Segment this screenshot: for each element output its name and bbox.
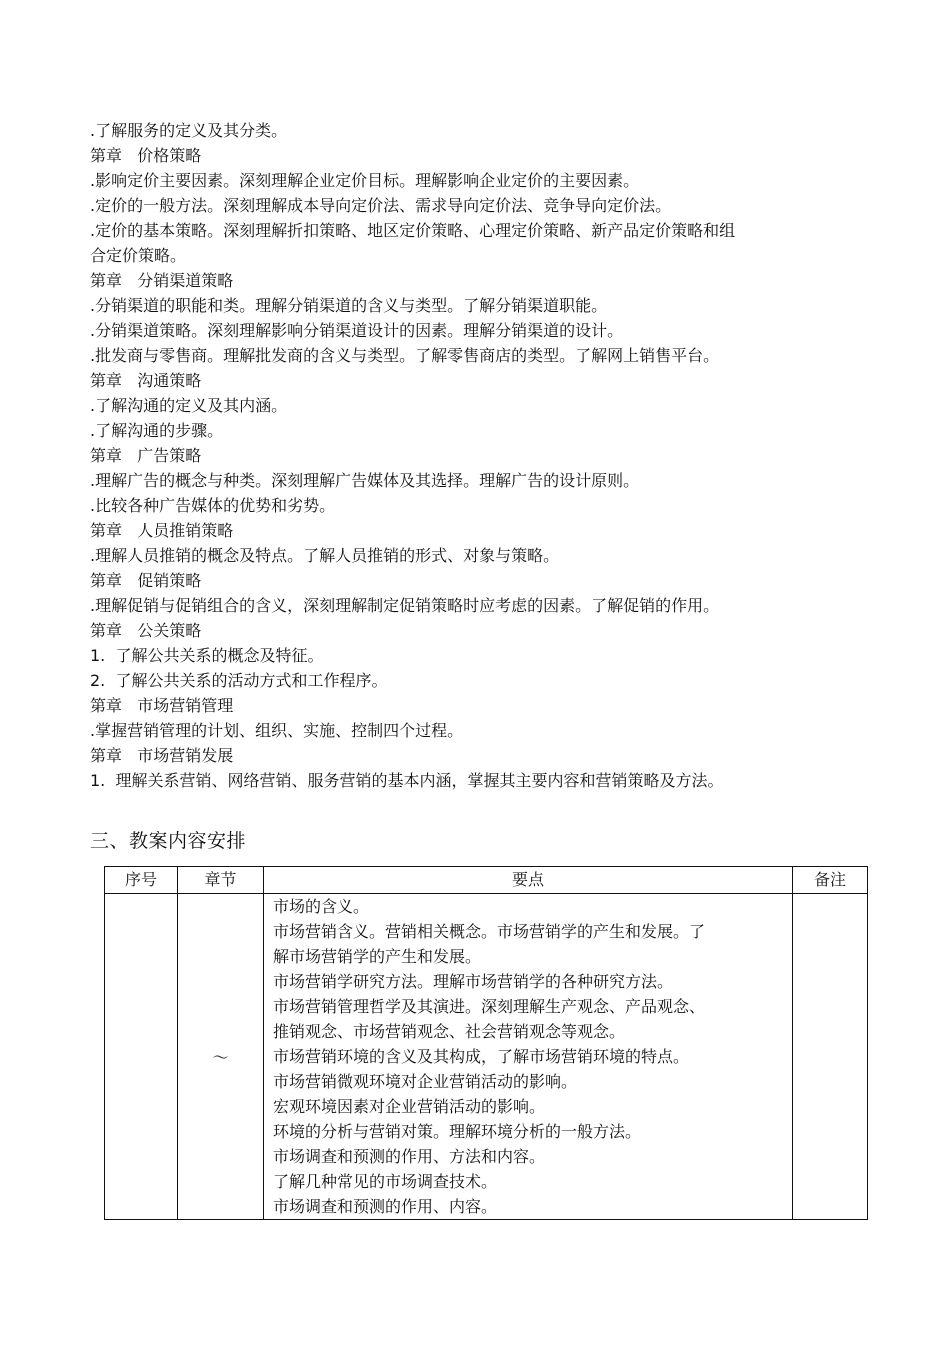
point-line: 推销观念、市场营销观念、社会营销观念等观念。 <box>273 1022 626 1041</box>
outline-line: 2. 了解公共关系的活动方式和工作程序。 <box>90 671 388 690</box>
point-line: 市场营销管理哲学及其演进。深刻理解生产观念、产品观念、 <box>273 997 706 1016</box>
table-row <box>105 894 868 1220</box>
chapter-heading: 第章 广告策略 <box>90 446 202 465</box>
point-line: 了解几种常见的市场调查技术。 <box>273 1172 498 1191</box>
cell-index <box>105 894 178 1220</box>
header-chapter: 章节 <box>178 867 264 894</box>
chapter-heading: 第章 分销渠道策略 <box>90 271 234 290</box>
cell-remarks <box>793 894 868 1220</box>
outline-line: .批发商与零售商。理解批发商的含义与类型。了解零售商店的类型。了解网上销售平台。 <box>90 346 720 365</box>
header-points: 要点 <box>264 867 793 894</box>
course-outline <box>90 118 850 793</box>
lesson-plan-table <box>104 866 868 1220</box>
outline-line: .了解沟通的定义及其内涵。 <box>90 396 288 415</box>
outline-line: .定价的一般方法。深刻理解成本导向定价法、需求导向定价法、竞争导向定价法。 <box>90 196 672 215</box>
chapter-heading: 第章 沟通策略 <box>90 371 202 390</box>
point-line: 市场的含义。 <box>273 897 370 916</box>
outline-line: .影响定价主要因素。深刻理解企业定价目标。理解影响企业定价的主要因素。 <box>90 171 640 190</box>
chapter-heading: 第章 人员推销策略 <box>90 521 234 540</box>
cell-points <box>264 894 793 1220</box>
section-title: 三、教案内容安排 <box>90 830 247 852</box>
point-line: 市场营销含义。营销相关概念。市场营销学的产生和发展。了 <box>273 922 706 941</box>
point-line: 市场营销学研究方法。理解市场营销学的各种研究方法。 <box>273 972 674 991</box>
table-header-row <box>105 867 868 894</box>
cell-chapter: ～ <box>178 894 264 1220</box>
point-line: 解市场营销学的产生和发展。 <box>273 947 482 966</box>
outline-line: .掌握营销管理的计划、组织、实施、控制四个过程。 <box>90 721 464 740</box>
outline-line: .理解人员推销的概念及特点。了解人员推销的形式、对象与策略。 <box>90 546 560 565</box>
header-remarks: 备注 <box>793 867 868 894</box>
outline-line: .理解广告的概念与种类。深刻理解广告媒体及其选择。理解广告的设计原则。 <box>90 471 640 490</box>
chapter-heading: 第章 公关策略 <box>90 621 202 640</box>
point-line: 市场营销微观环境对企业营销活动的影响。 <box>273 1072 578 1091</box>
outline-line: 1. 了解公共关系的概念及特征。 <box>90 646 324 665</box>
outline-line: .比较各种广告媒体的优势和劣势。 <box>90 496 336 515</box>
outline-line: .理解促销与促销组合的含义，深刻理解制定促销策略时应考虑的因素。了解促销的作用。 <box>90 596 720 615</box>
chapter-heading: 第章 价格策略 <box>90 146 202 165</box>
outline-line: 合定价策略。 <box>90 246 187 265</box>
point-line: 宏观环境因素对企业营销活动的影响。 <box>273 1097 546 1116</box>
outline-line: .分销渠道的职能和类。理解分销渠道的含义与类型。了解分销渠道职能。 <box>90 296 608 315</box>
point-line: 市场调查和预测的作用、内容。 <box>273 1197 498 1216</box>
point-line: 环境的分析与营销对策。理解环境分析的一般方法。 <box>273 1122 642 1141</box>
chapter-heading: 第章 市场营销管理 <box>90 696 234 715</box>
point-line: 市场调查和预测的作用、方法和内容。 <box>273 1147 546 1166</box>
outline-line: .分销渠道策略。深刻理解影响分销渠道设计的因素。理解分销渠道的设计。 <box>90 321 624 340</box>
outline-line: .定价的基本策略。深刻理解折扣策略、地区定价策略、心理定价策略、新产品定价策略和组 <box>90 221 736 240</box>
outline-line: .了解服务的定义及其分类。 <box>90 121 288 140</box>
header-index: 序号 <box>105 867 178 894</box>
chapter-heading: 第章 市场营销发展 <box>90 746 234 765</box>
chapter-heading: 第章 促销策略 <box>90 571 202 590</box>
point-line: 市场营销环境的含义及其构成，了解市场营销环境的特点。 <box>273 1047 690 1066</box>
outline-line: 1. 理解关系营销、网络营销、服务营销的基本内涵，掌握其主要内容和营销策略及方法。 <box>90 771 724 790</box>
outline-line: .了解沟通的步骤。 <box>90 421 224 440</box>
